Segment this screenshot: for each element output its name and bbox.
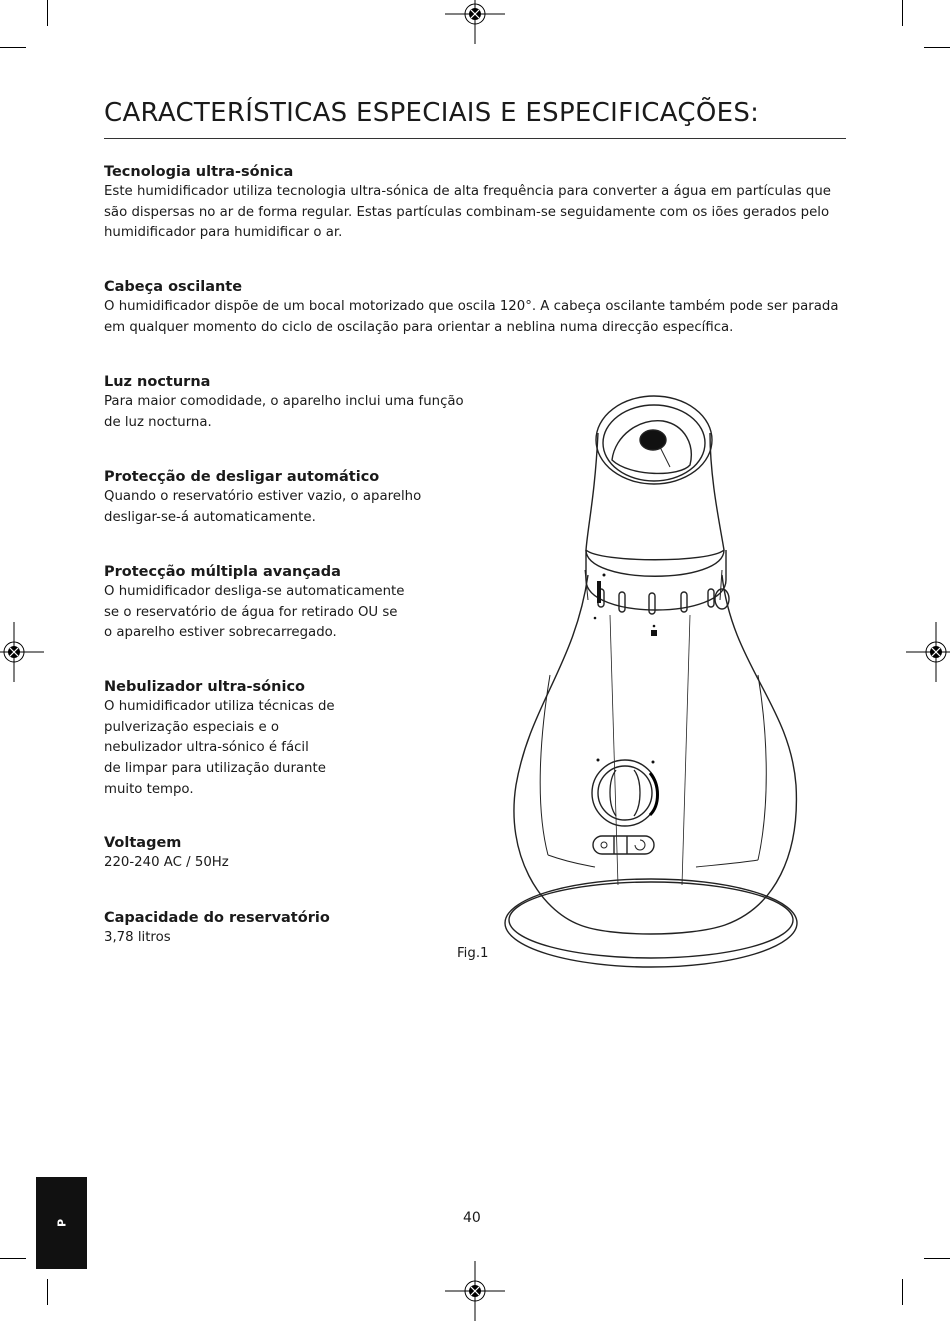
section-oscillating-head [104, 277, 839, 338]
crop-mark [0, 47, 26, 48]
section-body: Quando o reservatório estiver vazio, o aparelho desligar-se-á automaticamente. [104, 489, 422, 525]
crop-mark [902, 0, 903, 26]
crop-mark [902, 1279, 903, 1305]
crop-mark [47, 0, 48, 26]
humidifier-illustration [500, 385, 810, 985]
section-body: 3,78 litros [104, 930, 171, 945]
section-body: O humidificador dispõe de um bocal motorizado que oscila 120°. A cabeça oscilante também pode ser parada em qualquer momento do ciclo de oscilação para orientar a neblina numa direcção específica. [104, 299, 839, 335]
section-voltage [104, 833, 229, 874]
section-heading: Luz nocturna [104, 374, 211, 390]
section-night-light [104, 372, 464, 433]
crop-mark [0, 1258, 26, 1259]
page-number: 40 [463, 1210, 481, 1226]
registration-mark-icon [445, 1261, 505, 1321]
section-heading: Protecção múltipla avançada [104, 564, 341, 580]
title-divider [104, 138, 846, 139]
section-tank-capacity [104, 908, 330, 949]
section-ultrasonic-technology [104, 162, 831, 244]
section-heading: Cabeça oscilante [104, 279, 243, 295]
crop-mark [47, 1279, 48, 1305]
section-heading: Protecção de desligar automático [104, 469, 380, 485]
registration-mark-icon [0, 622, 44, 682]
figure-label: Fig.1 [457, 946, 489, 961]
crop-mark [924, 47, 950, 48]
registration-mark-icon [445, 0, 505, 44]
section-heading: Voltagem [104, 835, 182, 851]
registration-mark-icon [906, 622, 950, 682]
section-body: Este humidificador utiliza tecnologia ultra-sónica de alta frequência para converter a água em partículas que são dispersas no ar de forma regular. Estas partículas combinam-se seguidamente com os iões gerados pelo humidificador para humidificar o ar. [104, 184, 831, 241]
section-heading: Tecnologia ultra-sónica [104, 164, 294, 180]
section-multiple-protection [104, 562, 404, 644]
section-body: Para maior comodidade, o aparelho inclui uma função de luz nocturna. [104, 394, 464, 430]
section-body: O humidificador desliga-se automaticamente se o reservatório de água for retirado OU se o aparelho estiver sobrecarregado. [104, 584, 405, 641]
language-tab-letter: P [55, 1218, 68, 1228]
section-body: 220-240 AC / 50Hz [104, 855, 229, 870]
page-title: CARACTERÍSTICAS ESPECIAIS E ESPECIFICAÇÕES: [104, 98, 760, 128]
crop-mark [924, 1258, 950, 1259]
section-heading: Nebulizador ultra-sónico [104, 679, 305, 695]
section-body: O humidificador utiliza técnicas de pulverização especiais e o nebulizador ultra-sónico é fácil de limpar para utilização durante muito tempo. [104, 699, 335, 797]
section-auto-shutoff [104, 467, 421, 528]
section-ultrasonic-nebulizer [104, 677, 335, 801]
section-heading: Capacidade do reservatório [104, 910, 330, 926]
language-tab [36, 1177, 87, 1269]
